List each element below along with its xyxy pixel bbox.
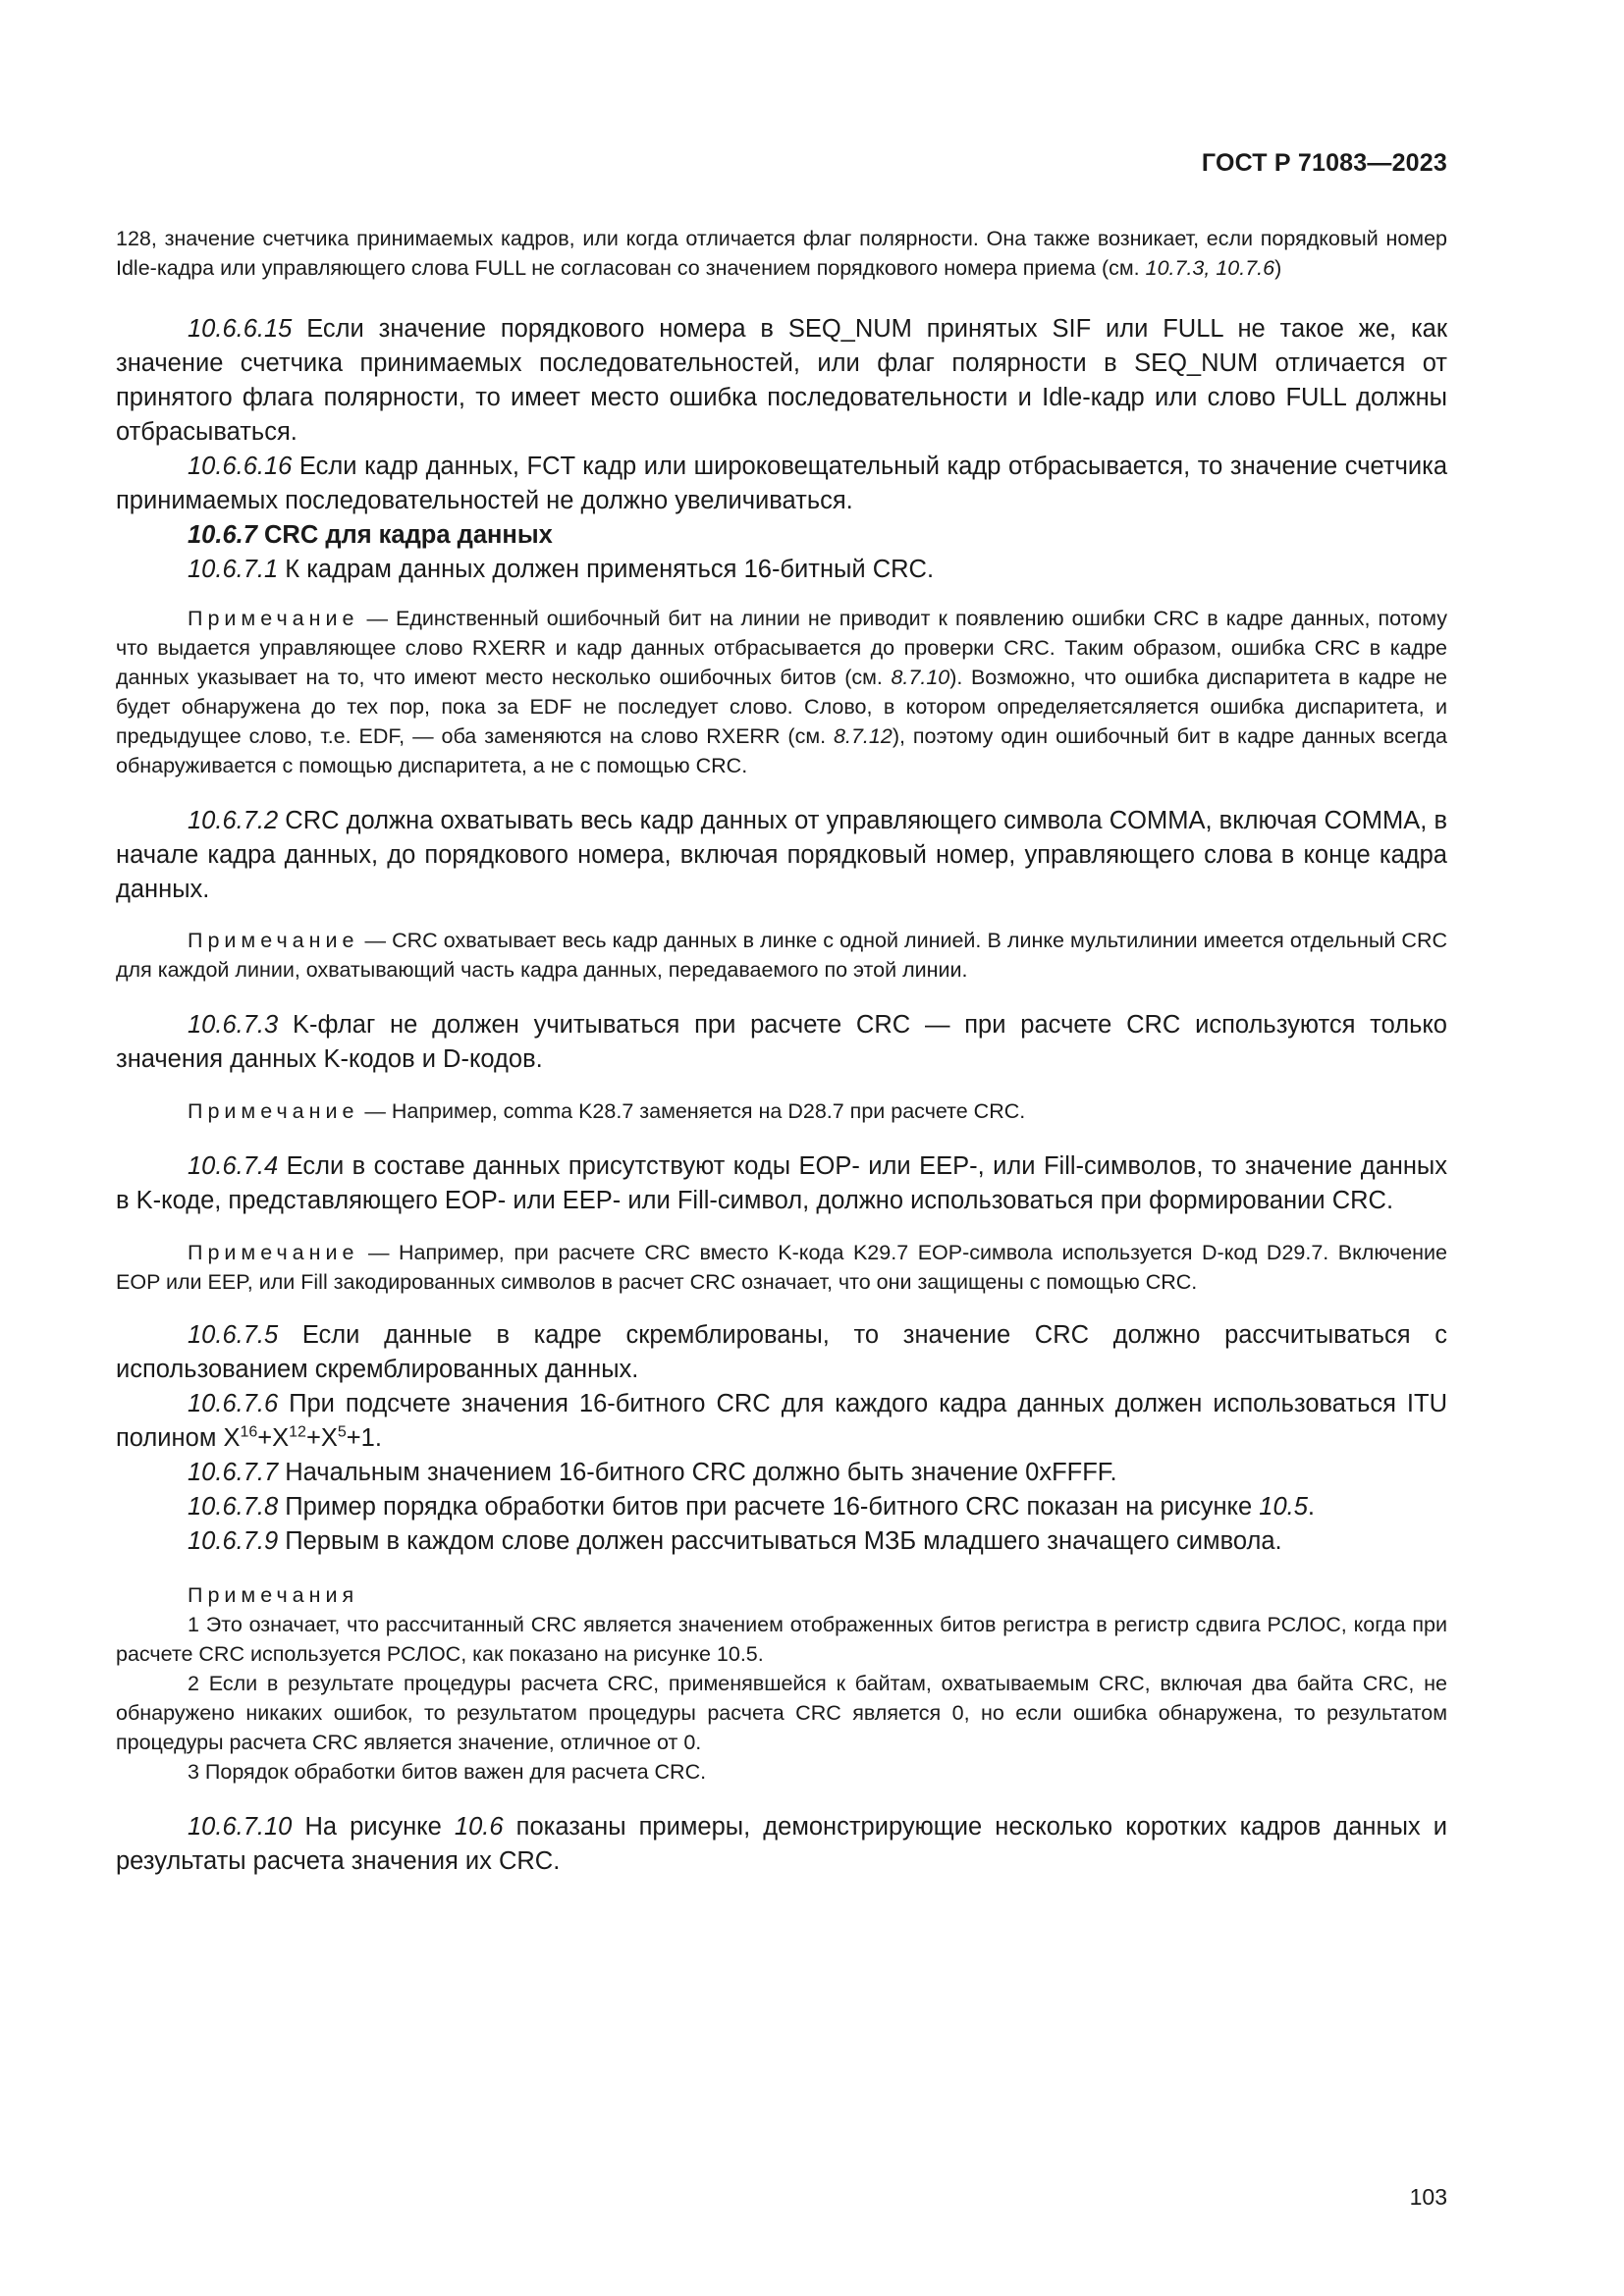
clause-text: Начальным значением 16-битного CRC должно быть значение 0xFFFF. <box>278 1459 1117 1486</box>
note-text: — Например, при расчете CRC вместо K-кода K29.7 EOP-символа используется D-код D29.7. Включение EOP или EEP, или Fill закодированных символов в расчет CRC означает, что они защищены с помощью CRC. <box>116 1241 1447 1294</box>
note-text: — CRC охватывает весь кадр данных в линке с одной линией. В линке мультилинии имеется отдельный CRC для каждой линии, охватывающий часть кадра данных, передаваемого по этой линии. <box>116 929 1447 982</box>
polynomial-x5: +X <box>305 1424 338 1452</box>
note-label: Примечание <box>188 1099 359 1123</box>
clause-text: K-флаг не должен учитываться при расчете CRC — при расчете CRC используются только значения данных K-кодов и D-кодов. <box>116 1011 1447 1073</box>
notes-group-item: 3 Порядок обработки битов важен для расчета CRC. <box>188 1760 707 1784</box>
clause-10-6-7-6 <box>116 1387 1447 1456</box>
notes-group-item: 2 Если в результате процедуры расчета CRC, применявшейся к байтам, охватываемым CRC, включая два байта CRC, не обнаружено никаких ошибок, то результатом процедуры расчета CRC является 0, но если ошибка обнаружена, то результатом процедуры расчета CRC является значение, отличное от 0. <box>116 1672 1447 1754</box>
clause-10-6-6-15 <box>116 312 1447 450</box>
intro-text: 128, значение счетчика принимаемых кадров, или когда отличается флаг полярности. Она также возникает, если порядковый номер Idle-кадра или управляющего слова FULL не согласован со значением порядкового номера приема (см. <box>116 227 1447 280</box>
clause-number: 10.6.7.5 <box>188 1321 279 1349</box>
figure-ref: 10.5 <box>1259 1493 1308 1521</box>
exponent: 16 <box>240 1423 258 1441</box>
polynomial-tail: +1. <box>346 1424 382 1452</box>
note-text: — Единственный ошибочный бит на линии не приводит к появлению ошибки CRC в кадре данных, потому что выдается управляющее слово RXERR и кадр данных отбрасывается до проверки CRC. Таким образом, ошибка CRC в кадре данных указывает на то, что имеют место несколько ошибочных битов (см. <box>116 607 1447 689</box>
exponent: 12 <box>289 1423 306 1441</box>
note-text: ), поэтому один ошибочный бит в кадре данных всегда обнаруживается с помощью диспаритета, а не с помощью CRC. <box>116 724 1447 777</box>
clause-10-6-7-3 <box>116 1008 1447 1077</box>
clause-text: CRC должна охватывать весь кадр данных от управляющего символа COMMA, включая COMMA, в начале кадра данных, до порядкового номера, включая порядковый номер, управляющего слова в конце кадра данных. <box>116 807 1447 903</box>
clause-text: Если данные в кадре скремблированы, то значение CRC должно рассчитываться с использованием скремблированных данных. <box>116 1321 1447 1383</box>
note-2 <box>116 926 1447 985</box>
clause-text: На рисунке <box>292 1813 455 1841</box>
note-label: Примечание <box>188 1241 359 1264</box>
clause-10-6-6-16 <box>116 450 1447 518</box>
clause-tail: показаны примеры, демонстрирующие несколько коротких кадров данных и результаты расчета значения их CRC. <box>116 1813 1448 1875</box>
clause-number: 10.6.7.2 <box>188 807 279 834</box>
note-3 <box>116 1096 1447 1126</box>
intro-refs: 10.7.3, 10.7.6 <box>1145 256 1275 280</box>
clause-number: 10.6.7.10 <box>188 1813 293 1841</box>
clause-number: 10.6.7.7 <box>188 1459 279 1486</box>
page-number: 103 <box>1409 2184 1447 2210</box>
clause-10-6-7-10 <box>116 1810 1447 1879</box>
intro-paragraph <box>116 224 1447 283</box>
clause-10-6-7-8 <box>116 1490 1447 1524</box>
clause-tail: . <box>1307 1493 1316 1521</box>
notes-group-item: 1 Это означает, что рассчитанный CRC является значением отображенных битов регистра в регистр сдвига РСЛОС, когда при расчете CRC используется РСЛОС, как показано на рисунке 10.5. <box>116 1613 1447 1666</box>
section-heading-10-6-7 <box>116 518 1447 553</box>
notes-label: Примечания <box>188 1583 359 1607</box>
clause-text: Пример порядка обработки битов при расчете 16-битного CRC показан на рисунке <box>278 1493 1260 1521</box>
clause-10-6-7-7 <box>116 1456 1447 1490</box>
clause-number: 10.6.7.1 <box>188 556 279 583</box>
polynomial-x16: X <box>223 1424 241 1452</box>
note-label: Примечание <box>188 929 359 952</box>
clause-number: 10.6.6.16 <box>188 453 293 480</box>
standard-header: ГОСТ Р 71083—2023 <box>1201 149 1447 177</box>
clause-number: 10.6.7.9 <box>188 1527 279 1555</box>
clause-10-6-7-4 <box>116 1149 1447 1218</box>
figure-ref: 10.6 <box>454 1813 504 1841</box>
note-label: Примечание <box>188 607 359 630</box>
note-1 <box>116 604 1447 780</box>
exponent: 5 <box>337 1423 347 1441</box>
clause-text: Если значение порядкового номера в SEQ_NUM принятых SIF или FULL не такое же, как значение счетчика принимаемых последовательностей, или флаг полярности в SEQ_NUM отличается от принятого флага полярности, то имеет место ошибка последовательности и Idle-кадр или слово FULL должны отбрасываться. <box>116 315 1447 446</box>
clause-text: Если в составе данных присутствуют коды EOP- или EEP-, или Fill-символов, то значение данных в K-коде, представляющего EOP- или EEP- или Fill-символ, должно использоваться при формировании CRC. <box>116 1152 1447 1214</box>
clause-number: 10.6.7.4 <box>188 1152 279 1180</box>
note-ref: 8.7.10 <box>891 666 950 689</box>
intro-tail: ) <box>1274 256 1282 280</box>
clause-text: К кадрам данных должен применяться 16-битный CRC. <box>278 556 935 583</box>
clause-10-6-7-2 <box>116 804 1447 907</box>
notes-group-label <box>116 1580 1447 1610</box>
clause-number: 10.6.7.8 <box>188 1493 279 1521</box>
clause-10-6-7-9 <box>116 1524 1447 1559</box>
polynomial-x12: +X <box>257 1424 290 1452</box>
clause-10-6-7-1 <box>116 553 1447 587</box>
note-text: — Например, comma K28.7 заменяется на D28.7 при расчете CRC. <box>358 1099 1026 1123</box>
clause-number: 10.6.7.6 <box>188 1390 279 1417</box>
clause-text: При подсчете значения 16-битного CRC для каждого кадра данных должен использоваться ITU полином <box>116 1390 1447 1452</box>
notes-group <box>116 1580 1447 1787</box>
clause-number: 10.6.7.3 <box>188 1011 279 1039</box>
section-number: 10.6.7 <box>188 521 257 549</box>
section-title: CRC для кадра данных <box>256 521 553 549</box>
note-4 <box>116 1238 1447 1297</box>
clause-10-6-7-5 <box>116 1318 1447 1387</box>
note-text: ). Возможно, что ошибка диспаритета в кадре не будет обнаружена до тех пор, пока за EDF не последует слово. Слово, в котором определяетсяляется ошибка диспаритета, и предыдущее слово, т.е. EDF, — оба заменяются на слово RXERR (см. <box>116 666 1447 748</box>
clause-text: Первым в каждом слове должен рассчитываться МЗБ младшего значащего символа. <box>278 1527 1282 1555</box>
document-body <box>116 224 1447 1879</box>
clause-text: Если кадр данных, FCT кадр или широковещательный кадр отбрасывается, то значение счетчика принимаемых последовательностей не должно увеличиваться. <box>116 453 1447 514</box>
clause-number: 10.6.6.15 <box>188 315 293 343</box>
document-page <box>116 0 1447 2296</box>
note-ref: 8.7.12 <box>834 724 893 748</box>
